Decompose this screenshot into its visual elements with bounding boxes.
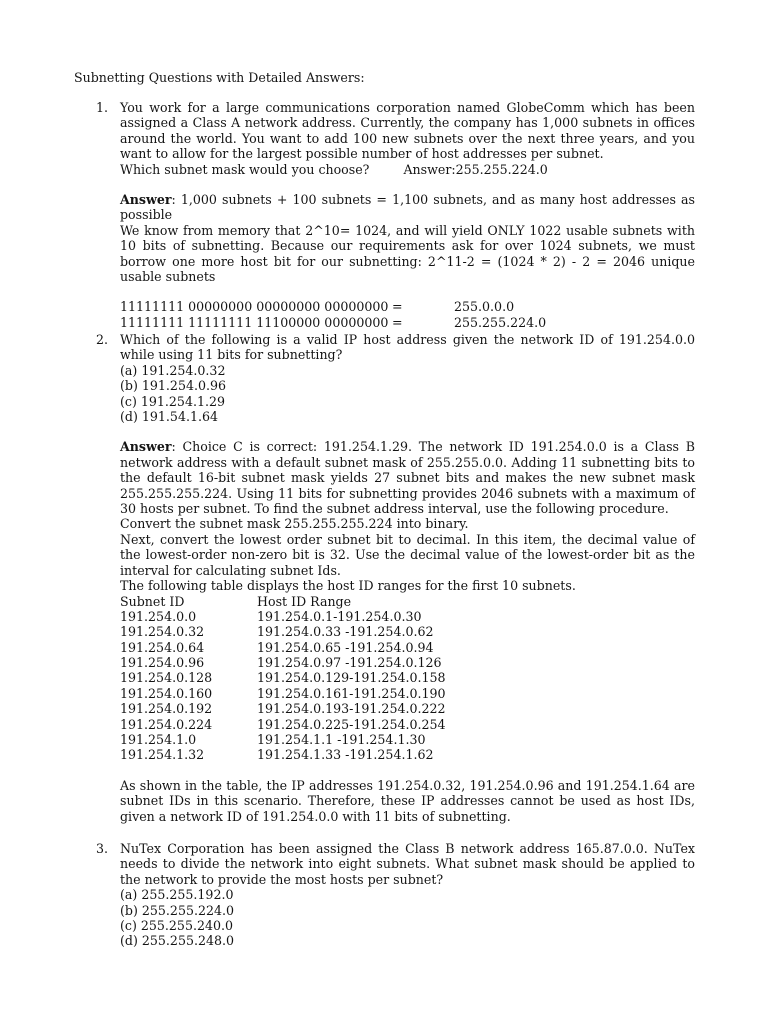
subnet-id-cell: 191.254.0.0 — [120, 608, 197, 624]
table-row — [120, 609, 695, 624]
subnet-id-cell: 191.254.0.32 — [120, 624, 205, 640]
question-3-text: NuTex Corporation has been assigned the Class B network address 165.87.0.0. NuTex needs to divide the network into eight subnets. What subnet mask should be applied to the network to provide the most hosts per subnet? — [120, 841, 695, 887]
table-row — [120, 701, 695, 716]
question-3 — [120, 841, 695, 949]
option: (c) 191.254.1.29 — [120, 393, 226, 409]
table-header-row — [120, 594, 695, 609]
option: (b) 191.254.0.96 — [120, 378, 227, 394]
equals-sign: = — [392, 299, 403, 315]
option: (d) 191.54.1.64 — [120, 409, 219, 425]
table-row — [120, 747, 695, 762]
host-range-cell: 191.254.0.193-191.254.0.222 — [257, 701, 446, 717]
table-header: Subnet ID — [120, 593, 185, 609]
option: (b) 255.255.224.0 — [120, 902, 235, 918]
subnet-id-cell: 191.254.0.224 — [120, 716, 213, 732]
question-1-explanation: We know from memory that 2^10= 1024, and will yield ONLY 1022 usable subnets with 10 bits of subnetting. Because our requirements ask for over 1024 subnets, we must borrow one more host bit for our subnetting: 2^11-2 = (1024 * 2) - 2 = 2046 unique usable subnets — [120, 222, 695, 285]
table-intro: The following table displays the host ID ranges for the first 10 subnets. — [120, 578, 576, 594]
binary-bits: 11111111 00000000 00000000 00000000 — [120, 299, 389, 315]
dotted-mask: 255.255.224.0 — [454, 314, 547, 330]
table-row — [120, 640, 695, 655]
host-range-cell: 191.254.0.33 -191.254.0.62 — [257, 624, 434, 640]
question-1 — [120, 100, 695, 330]
subnet-id-cell: 191.254.0.96 — [120, 655, 205, 671]
table-row — [120, 655, 695, 670]
subnet-id-cell: 191.254.1.32 — [120, 747, 205, 763]
answer-label: Answer — [120, 439, 172, 455]
question-1-ask: Which subnet mask would you choose? — [120, 161, 370, 177]
subnet-id-cell: 191.254.0.192 — [120, 701, 213, 717]
host-range-cell: 191.254.0.161-191.254.0.190 — [257, 685, 446, 701]
binary-bits: 11111111 11111111 11100000 00000000 — [120, 314, 389, 330]
binary-row — [120, 299, 695, 314]
host-range-cell: 191.254.1.33 -191.254.1.62 — [257, 747, 434, 763]
next-step: Next, convert the lowest order subnet bit to decimal. In this item, the decimal value of the lowest-order non-zero bit is 32. Use the decimal value of the lowest-order bit as the interval for calculating subnet Ids. — [120, 531, 695, 578]
question-2-text: Which of the following is a valid IP host address given the network ID of 191.254.0.0 while using 11 bits for subnetting? — [120, 332, 695, 363]
option: (c) 255.255.240.0 — [120, 918, 234, 934]
dotted-mask: 255.0.0.0 — [454, 299, 515, 315]
question-2-number: 2. — [96, 332, 109, 347]
subnet-id-cell: 191.254.0.64 — [120, 639, 205, 655]
subnet-id-cell: 191.254.1.0 — [120, 732, 197, 748]
table-row — [120, 717, 695, 732]
option: (a) 191.254.0.32 — [120, 362, 226, 378]
question-1-inline-answer: Answer:255.255.224.0 — [403, 161, 548, 177]
host-range-cell: 191.254.0.97 -191.254.0.126 — [257, 655, 442, 671]
host-range-cell: 191.254.1.1 -191.254.1.30 — [257, 732, 426, 748]
convert-step: Convert the subnet mask 255.255.255.224 into binary. — [120, 516, 469, 532]
table-row — [120, 732, 695, 747]
document-title: Subnetting Questions with Detailed Answers: — [74, 70, 365, 85]
question-3-number: 3. — [96, 841, 109, 856]
subnet-id-cell: 191.254.0.128 — [120, 670, 213, 686]
table-row — [120, 670, 695, 685]
question-1-answer-text: : 1,000 subnets + 100 subnets = 1,100 subnets, and as many host addresses as possible — [120, 192, 695, 223]
host-range-cell: 191.254.0.225-191.254.0.254 — [257, 716, 446, 732]
subnet-id-cell: 191.254.0.160 — [120, 685, 213, 701]
subnet-table — [120, 594, 695, 763]
binary-row — [120, 315, 695, 330]
option: (a) 255.255.192.0 — [120, 887, 234, 903]
question-2-answer-text: : Choice C is correct: 191.254.1.29. The network ID 191.254.0.0 is a Class B network address with a default subnet mask of 255.255.0.0. Adding 11 subnetting bits to the default 16-bit subnet mask yields 27 subnet bits and makes the new subnet mask 255.255.255.224. Using 11 bits for subnetting provides 2046 subnets with a maximum of 30 hosts per subnet. To find the subnet address interval, use the following procedure. — [120, 439, 695, 517]
question-2-answer — [120, 439, 695, 516]
option: (d) 255.255.248.0 — [120, 933, 235, 949]
question-2-conclusion: As shown in the table, the IP addresses 191.254.0.32, 191.254.0.96 and 191.254.1.64 are subnet IDs in this scenario. Therefore, these IP addresses cannot be used as host IDs, given a network ID of 191.254.0.0 with 11 bits of subnetting. — [120, 777, 695, 824]
equals-sign: = — [392, 314, 403, 330]
question-1-answer — [120, 192, 695, 223]
question-1-text: You work for a large communications corporation named GlobeComm which has been assigned a Class A network address. Currently, the company has 1,000 subnets in offices around the world. You want to add 100 new subnets over the next three years, and you want to allow for the largest possible number of host addresses per subnet. — [120, 100, 695, 162]
table-row — [120, 686, 695, 701]
table-header: Host ID Range — [257, 593, 352, 609]
question-1-ask-line — [120, 162, 695, 177]
host-range-cell: 191.254.0.1-191.254.0.30 — [257, 608, 422, 624]
host-range-cell: 191.254.0.65 -191.254.0.94 — [257, 639, 434, 655]
answer-label: Answer — [120, 192, 172, 208]
question-2 — [120, 332, 695, 824]
question-1-number: 1. — [96, 100, 109, 115]
host-range-cell: 191.254.0.129-191.254.0.158 — [257, 670, 446, 686]
table-row — [120, 624, 695, 639]
